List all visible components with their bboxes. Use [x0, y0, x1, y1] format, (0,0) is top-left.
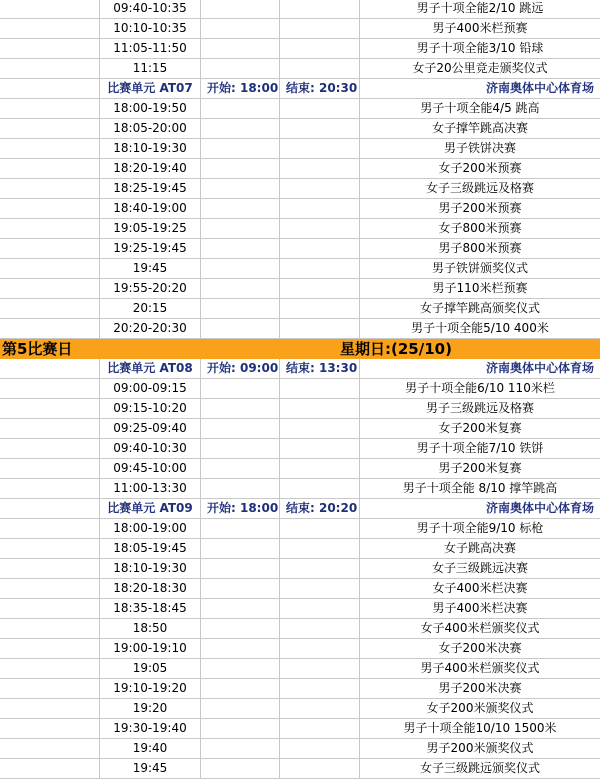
- blank-cell[interactable]: [280, 439, 360, 459]
- time-cell[interactable]: 10:10-10:35: [100, 19, 201, 39]
- blank-cell[interactable]: [201, 259, 280, 279]
- blank-cell[interactable]: [280, 319, 360, 339]
- event-cell[interactable]: 男子400米栏颁奖仪式: [420, 661, 540, 675]
- blank-cell[interactable]: [280, 59, 360, 79]
- blank-cell[interactable]: [280, 639, 360, 659]
- event-cell[interactable]: 女子200米决赛: [438, 641, 522, 655]
- blank-cell[interactable]: [201, 679, 280, 699]
- schedule-row: [0, 479, 600, 499]
- event-cell[interactable]: 女子200米颁奖仪式: [426, 701, 534, 715]
- session-header-row: [0, 499, 600, 519]
- event-cell[interactable]: 男子110米栏预赛: [432, 281, 528, 295]
- blank-cell[interactable]: [0, 119, 100, 139]
- blank-cell[interactable]: [201, 239, 280, 259]
- blank-cell[interactable]: [201, 299, 280, 319]
- event-cell[interactable]: 女子200米复赛: [438, 421, 522, 435]
- blank-cell[interactable]: [280, 299, 360, 319]
- blank-cell[interactable]: [280, 699, 360, 719]
- blank-cell[interactable]: [280, 579, 360, 599]
- blank-cell[interactable]: [0, 319, 100, 339]
- schedule-row: [0, 539, 600, 559]
- event-cell[interactable]: 女子撑竿跳高颁奖仪式: [419, 301, 540, 315]
- blank-cell[interactable]: [0, 599, 100, 619]
- schedule-row: [0, 599, 600, 619]
- time-cell[interactable]: 18:00-19:00: [100, 519, 201, 539]
- blank-cell[interactable]: [0, 419, 100, 439]
- blank-cell[interactable]: [280, 399, 360, 419]
- event-cell[interactable]: 男子十项全能5/10 400米: [411, 321, 549, 335]
- blank-cell[interactable]: [0, 159, 100, 179]
- event-cell[interactable]: 女子400米栏决赛: [432, 581, 528, 595]
- time-cell[interactable]: 11:00-13:30: [100, 479, 201, 499]
- event-cell[interactable]: 女子20公里竞走颁奖仪式: [412, 61, 548, 75]
- blank-cell[interactable]: [201, 459, 280, 479]
- blank-cell[interactable]: [0, 359, 100, 379]
- schedule-row: [0, 239, 600, 259]
- blank-cell[interactable]: [0, 499, 100, 519]
- time-cell[interactable]: 09:40-10:30: [100, 439, 201, 459]
- event-cell[interactable]: 男子十项全能6/10 110米栏: [405, 381, 555, 395]
- schedule-row: [0, 679, 600, 699]
- blank-cell[interactable]: [201, 199, 280, 219]
- blank-cell[interactable]: [0, 399, 100, 419]
- schedule-row: [0, 39, 600, 59]
- time-cell[interactable]: 18:35-18:45: [100, 599, 201, 619]
- session-venue[interactable]: 济南奥体中心体育场: [485, 501, 594, 515]
- time-cell[interactable]: 18:05-20:00: [100, 119, 201, 139]
- blank-cell[interactable]: [0, 239, 100, 259]
- blank-cell[interactable]: [280, 259, 360, 279]
- blank-cell[interactable]: [280, 0, 360, 19]
- session-start-time[interactable]: 开始: 18:00: [201, 499, 280, 519]
- day-weekday: 星期日:(25/10): [340, 340, 452, 358]
- time-cell[interactable]: 19:00-19:10: [100, 639, 201, 659]
- event-cell[interactable]: 男子十项全能3/10 铅球: [416, 41, 544, 55]
- event-cell[interactable]: 男子400米栏预赛: [432, 21, 528, 35]
- blank-cell[interactable]: [280, 39, 360, 59]
- schedule-row: [0, 139, 600, 159]
- schedule-row: [0, 19, 600, 39]
- blank-cell[interactable]: [0, 59, 100, 79]
- schedule-row: [0, 579, 600, 599]
- blank-cell[interactable]: [280, 119, 360, 139]
- time-cell[interactable]: 18:25-19:45: [100, 179, 201, 199]
- blank-cell[interactable]: [280, 159, 360, 179]
- blank-cell[interactable]: [201, 59, 280, 79]
- event-cell[interactable]: 女子三级跳远及格赛: [425, 181, 534, 195]
- day-label: 第5比赛日: [2, 340, 73, 358]
- time-cell[interactable]: 18:10-19:30: [100, 139, 201, 159]
- blank-cell[interactable]: [280, 99, 360, 119]
- time-cell[interactable]: 19:45: [100, 259, 201, 279]
- blank-cell[interactable]: [280, 559, 360, 579]
- schedule-row: [0, 519, 600, 539]
- blank-cell[interactable]: [201, 99, 280, 119]
- time-cell[interactable]: 18:20-19:40: [100, 159, 201, 179]
- blank-cell[interactable]: [0, 79, 100, 99]
- blank-cell[interactable]: [280, 199, 360, 219]
- blank-cell[interactable]: [201, 599, 280, 619]
- blank-cell[interactable]: [0, 0, 100, 19]
- blank-cell[interactable]: [0, 659, 100, 679]
- time-cell[interactable]: 19:55-20:20: [100, 279, 201, 299]
- event-cell[interactable]: 男子铁饼决赛: [443, 141, 516, 155]
- blank-cell[interactable]: [280, 479, 360, 499]
- schedule-row: [0, 279, 600, 299]
- event-cell[interactable]: 女子400米栏颁奖仪式: [420, 621, 540, 635]
- blank-cell[interactable]: [201, 439, 280, 459]
- blank-cell[interactable]: [280, 19, 360, 39]
- day-banner[interactable]: [0, 339, 600, 359]
- session-unit-label[interactable]: 比赛单元 AT08: [100, 359, 201, 379]
- blank-cell[interactable]: [280, 279, 360, 299]
- schedule-row: [0, 59, 600, 79]
- blank-cell[interactable]: [0, 459, 100, 479]
- event-cell[interactable]: 女子撑竿跳高决赛: [431, 121, 528, 135]
- blank-cell[interactable]: [0, 39, 100, 59]
- session-venue[interactable]: 济南奥体中心体育场: [485, 361, 594, 375]
- blank-cell[interactable]: [280, 459, 360, 479]
- blank-cell[interactable]: [0, 19, 100, 39]
- schedule-row: [0, 719, 600, 739]
- event-cell[interactable]: 男子200米复赛: [438, 461, 522, 475]
- time-cell[interactable]: 19:45: [100, 759, 201, 779]
- schedule-row: [0, 119, 600, 139]
- blank-cell[interactable]: [201, 119, 280, 139]
- time-cell[interactable]: 20:20-20:30: [100, 319, 201, 339]
- blank-cell[interactable]: [280, 219, 360, 239]
- event-cell[interactable]: 男子十项全能10/10 1500米: [403, 721, 557, 735]
- event-cell[interactable]: 男子400米栏决赛: [432, 601, 528, 615]
- time-cell[interactable]: 09:25-09:40: [100, 419, 201, 439]
- blank-cell[interactable]: [0, 639, 100, 659]
- time-cell[interactable]: 19:40: [100, 739, 201, 759]
- blank-cell[interactable]: [280, 519, 360, 539]
- blank-cell[interactable]: [280, 619, 360, 639]
- schedule-row: [0, 319, 600, 339]
- session-header-row: [0, 79, 600, 99]
- blank-cell[interactable]: [0, 279, 100, 299]
- schedule-row: [0, 219, 600, 239]
- blank-cell[interactable]: [201, 139, 280, 159]
- blank-cell[interactable]: [0, 99, 100, 119]
- blank-cell[interactable]: [0, 739, 100, 759]
- event-cell[interactable]: 男子十项全能 8/10 撑竿跳高: [402, 481, 558, 495]
- time-cell[interactable]: 18:50: [100, 619, 201, 639]
- event-cell[interactable]: 男子200米决赛: [438, 681, 522, 695]
- event-cell[interactable]: 男子800米预赛: [438, 241, 522, 255]
- blank-cell[interactable]: [280, 139, 360, 159]
- blank-cell[interactable]: [201, 519, 280, 539]
- schedule-row: [0, 199, 600, 219]
- session-end-time[interactable]: 结束: 20:20: [280, 499, 360, 519]
- schedule-row: [0, 699, 600, 719]
- session-unit-label[interactable]: 比赛单元 AT09: [100, 499, 201, 519]
- blank-cell[interactable]: [201, 559, 280, 579]
- blank-cell[interactable]: [280, 719, 360, 739]
- time-cell[interactable]: 18:10-19:30: [100, 559, 201, 579]
- time-cell[interactable]: 11:15: [100, 59, 201, 79]
- blank-cell[interactable]: [201, 699, 280, 719]
- blank-cell[interactable]: [0, 539, 100, 559]
- blank-cell[interactable]: [280, 379, 360, 399]
- event-cell[interactable]: 男子三级跳远及格赛: [425, 401, 534, 415]
- blank-cell[interactable]: [201, 639, 280, 659]
- time-cell[interactable]: 11:05-11:50: [100, 39, 201, 59]
- time-cell[interactable]: 18:00-19:50: [100, 99, 201, 119]
- event-cell[interactable]: 男子十项全能2/10 跳远: [416, 1, 544, 15]
- event-cell[interactable]: 男子十项全能4/5 跳高: [420, 101, 540, 115]
- blank-cell[interactable]: [201, 39, 280, 59]
- blank-cell[interactable]: [201, 159, 280, 179]
- blank-cell[interactable]: [201, 0, 280, 19]
- schedule-row: [0, 639, 600, 659]
- time-cell[interactable]: 19:25-19:45: [100, 239, 201, 259]
- time-cell[interactable]: 18:20-18:30: [100, 579, 201, 599]
- event-cell[interactable]: 女子200米预赛: [438, 161, 522, 175]
- blank-cell[interactable]: [0, 379, 100, 399]
- blank-cell[interactable]: [0, 139, 100, 159]
- time-cell[interactable]: 19:20: [100, 699, 201, 719]
- blank-cell[interactable]: [280, 679, 360, 699]
- event-cell[interactable]: 女子跳高决赛: [443, 541, 516, 555]
- blank-cell[interactable]: [280, 739, 360, 759]
- event-cell[interactable]: 男子200米颁奖仪式: [426, 741, 534, 755]
- blank-cell[interactable]: [0, 179, 100, 199]
- schedule-row: [0, 379, 600, 399]
- schedule-row: [0, 399, 600, 419]
- blank-cell[interactable]: [201, 479, 280, 499]
- blank-cell[interactable]: [0, 699, 100, 719]
- event-cell[interactable]: 女子三级跳远决赛: [431, 561, 528, 575]
- schedule-row: [0, 439, 600, 459]
- blank-cell[interactable]: [280, 759, 360, 779]
- blank-cell[interactable]: [201, 399, 280, 419]
- time-cell[interactable]: 09:00-09:15: [100, 379, 201, 399]
- blank-cell[interactable]: [201, 319, 280, 339]
- blank-cell[interactable]: [0, 759, 100, 779]
- blank-cell[interactable]: [280, 539, 360, 559]
- schedule-row: [0, 0, 600, 19]
- blank-cell[interactable]: [201, 579, 280, 599]
- schedule-row: [0, 619, 600, 639]
- blank-cell[interactable]: [201, 419, 280, 439]
- blank-cell[interactable]: [201, 19, 280, 39]
- session-end-time[interactable]: 结束: 20:30: [280, 79, 360, 99]
- time-cell[interactable]: 18:05-19:45: [100, 539, 201, 559]
- blank-cell[interactable]: [201, 539, 280, 559]
- time-cell[interactable]: 19:30-19:40: [100, 719, 201, 739]
- blank-cell[interactable]: [0, 439, 100, 459]
- schedule-row: [0, 159, 600, 179]
- time-cell[interactable]: 19:05-19:25: [100, 219, 201, 239]
- blank-cell[interactable]: [201, 619, 280, 639]
- blank-cell[interactable]: [201, 659, 280, 679]
- schedule-row: [0, 559, 600, 579]
- event-cell[interactable]: 女子800米预赛: [438, 221, 522, 235]
- blank-cell[interactable]: [280, 239, 360, 259]
- blank-cell[interactable]: [280, 179, 360, 199]
- blank-cell[interactable]: [0, 479, 100, 499]
- session-venue[interactable]: 济南奥体中心体育场: [485, 81, 594, 95]
- schedule-row: [0, 419, 600, 439]
- blank-cell[interactable]: [201, 379, 280, 399]
- blank-cell[interactable]: [201, 279, 280, 299]
- event-cell[interactable]: 男子十项全能9/10 标枪: [416, 521, 544, 535]
- blank-cell[interactable]: [201, 179, 280, 199]
- blank-cell[interactable]: [0, 579, 100, 599]
- event-cell[interactable]: 男子200米预赛: [438, 201, 522, 215]
- time-cell[interactable]: 19:05: [100, 659, 201, 679]
- time-cell[interactable]: 19:10-19:20: [100, 679, 201, 699]
- session-end-time[interactable]: 结束: 13:30: [280, 359, 360, 379]
- blank-cell[interactable]: [0, 219, 100, 239]
- schedule-row: [0, 179, 600, 199]
- time-cell[interactable]: 18:40-19:00: [100, 199, 201, 219]
- blank-cell[interactable]: [0, 299, 100, 319]
- blank-cell[interactable]: [201, 759, 280, 779]
- blank-cell[interactable]: [280, 659, 360, 679]
- blank-cell[interactable]: [201, 719, 280, 739]
- blank-cell[interactable]: [0, 199, 100, 219]
- time-cell[interactable]: 09:45-10:00: [100, 459, 201, 479]
- session-start-time[interactable]: 开始: 09:00: [201, 359, 280, 379]
- blank-cell[interactable]: [0, 679, 100, 699]
- time-cell[interactable]: 20:15: [100, 299, 201, 319]
- blank-cell[interactable]: [0, 259, 100, 279]
- blank-cell[interactable]: [280, 419, 360, 439]
- session-unit-label[interactable]: 比赛单元 AT07: [100, 79, 201, 99]
- blank-cell[interactable]: [280, 599, 360, 619]
- schedule-row: [0, 759, 600, 779]
- schedule-row: [0, 259, 600, 279]
- time-cell[interactable]: 09:15-10:20: [100, 399, 201, 419]
- blank-cell[interactable]: [201, 219, 280, 239]
- schedule-row: [0, 99, 600, 119]
- schedule-row: [0, 659, 600, 679]
- event-cell[interactable]: 女子三级跳远颁奖仪式: [419, 761, 540, 775]
- schedule-row: [0, 739, 600, 759]
- blank-cell[interactable]: [0, 559, 100, 579]
- event-cell[interactable]: 男子铁饼颁奖仪式: [431, 261, 528, 275]
- event-cell[interactable]: 男子十项全能7/10 铁饼: [416, 441, 544, 455]
- blank-cell[interactable]: [0, 719, 100, 739]
- time-cell[interactable]: 09:40-10:35: [100, 0, 201, 19]
- schedule-row: [0, 299, 600, 319]
- schedule-row: [0, 459, 600, 479]
- blank-cell[interactable]: [0, 619, 100, 639]
- session-header-row: [0, 359, 600, 379]
- blank-cell[interactable]: [0, 519, 100, 539]
- blank-cell[interactable]: [201, 739, 280, 759]
- session-start-time[interactable]: 开始: 18:00: [201, 79, 280, 99]
